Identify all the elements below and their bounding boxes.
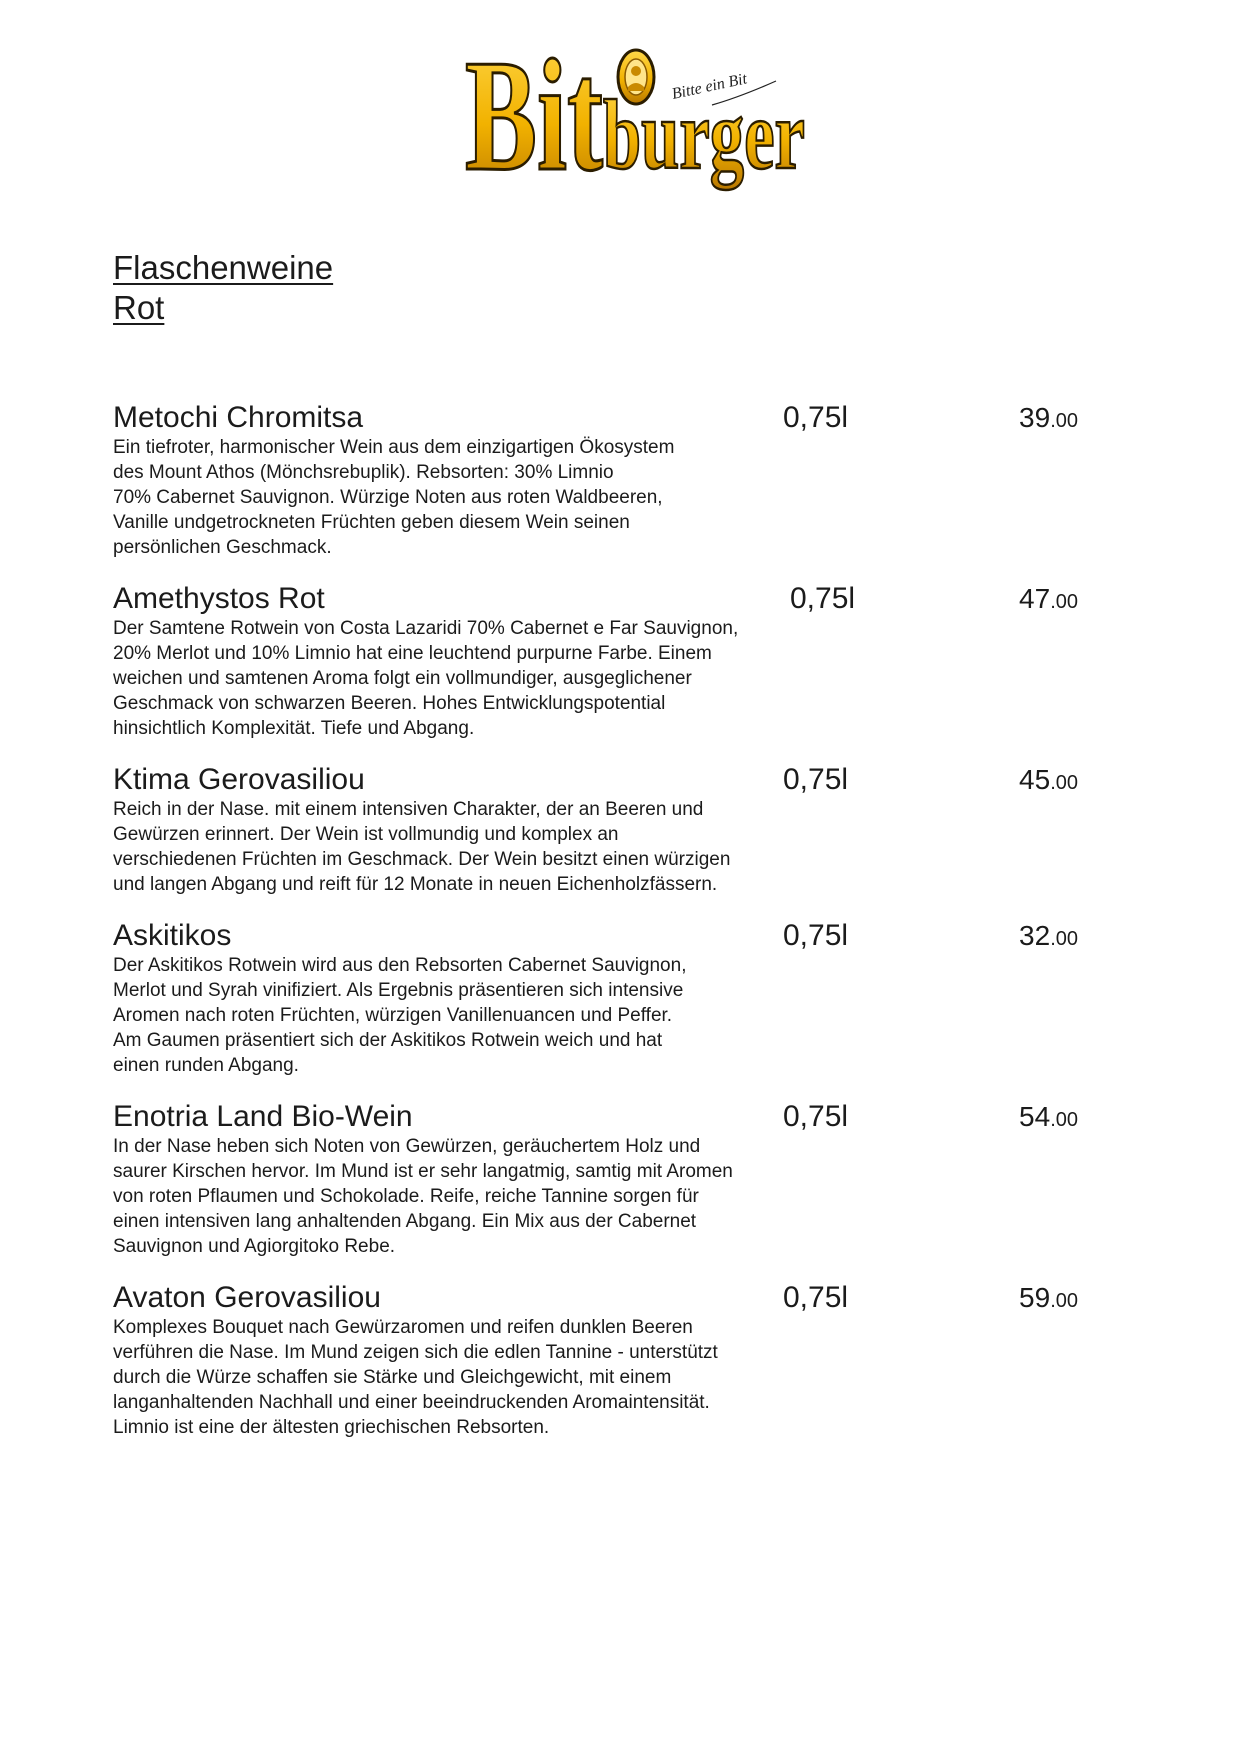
price-fraction: .00 — [1050, 1290, 1078, 1312]
wine-volume: 0,75l — [783, 1100, 849, 1133]
price-whole: 59 — [1019, 1282, 1051, 1313]
description-line: 70% Cabernet Sauvignon. Würzige Noten aus roten Waldbeeren, — [113, 487, 663, 508]
price-whole: 32 — [1019, 920, 1051, 951]
wine-name: Enotria Land Bio-Wein — [113, 1100, 413, 1133]
bitburger-logo — [440, 35, 820, 200]
wine-name: Avaton Gerovasiliou — [113, 1281, 381, 1314]
wine-name: Ktima Gerovasiliou — [113, 763, 365, 796]
wine-price — [1019, 919, 1078, 958]
description-line: langanhaltenden Nachhall und einer beeindruckenden Aromaintensität. — [113, 1392, 710, 1413]
description-line: 20% Merlot und 10% Limnio hat eine leuchtend purpurne Farbe. Einem — [113, 643, 712, 664]
description-line: saurer Kirschen hervor. Im Mund ist er sehr langatmig, samtig mit Aromen — [113, 1161, 733, 1182]
description-line: Der Samtene Rotwein von Costa Lazaridi 70% Cabernet e Far Sauvignon, — [113, 618, 739, 639]
wine-volume: 0,75l — [783, 401, 849, 434]
logo-text-burger: burger — [603, 79, 805, 190]
price-fraction: .00 — [1050, 928, 1078, 950]
wine-price — [1019, 1281, 1078, 1320]
description-line: Sauvignon und Agiorgitoko Rebe. — [113, 1236, 396, 1257]
description-line: von roten Pflaumen und Schokolade. Reife, reiche Tannine sorgen für — [113, 1186, 699, 1207]
wine-volume: 0,75l — [790, 582, 856, 615]
wine-volume: 0,75l — [783, 919, 849, 952]
description-line: des Mount Athos (Mönchsrebuplik). Rebsorten: 30% Limnio — [113, 462, 614, 483]
description-line: Gewürzen erinnert. Der Wein ist vollmundig und komplex an — [113, 824, 619, 845]
description-line: Vanille undgetrockneten Früchten geben diesem Wein seinen — [113, 512, 630, 533]
wine-price — [1019, 582, 1078, 621]
logo-slogan: Bitte ein Bit — [670, 70, 749, 103]
wine-list — [113, 401, 1078, 1462]
description-line: Komplexes Bouquet nach Gewürzaromen und reifen dunklen Beeren — [113, 1317, 693, 1338]
section-title: Flaschenweine — [113, 249, 334, 286]
wine-price — [1019, 763, 1078, 802]
description-line: einen intensiven lang anhaltenden Abgang. Ein Mix aus der Cabernet — [113, 1211, 697, 1232]
wine-entry — [113, 401, 1078, 560]
price-fraction: .00 — [1050, 410, 1078, 432]
description-line: Merlot und Syrah vinifiziert. Als Ergebnis präsentieren sich intensive — [113, 980, 684, 1001]
price-whole: 39 — [1019, 402, 1051, 433]
wine-entry — [113, 1100, 1078, 1259]
wine-price — [1019, 1100, 1078, 1139]
menu-heading — [113, 248, 333, 328]
description-line: persönlichen Geschmack. — [113, 537, 332, 558]
description-line: Ein tiefroter, harmonischer Wein aus dem einzigartigen Ökosystem — [113, 437, 675, 458]
description-line: Limnio ist eine der ältesten griechischen Rebsorten. — [113, 1417, 550, 1438]
description-line: Aromen nach roten Früchten, würzigen Vanillenuancen und Peffer. — [113, 1005, 673, 1026]
description-line: durch die Würze schaffen sie Stärke und Gleichgewicht, mit einem — [113, 1367, 672, 1388]
section-subtitle: Rot — [113, 289, 165, 326]
wine-name: Metochi Chromitsa — [113, 401, 364, 434]
wine-entry — [113, 1281, 1078, 1440]
wine-entry — [113, 919, 1078, 1078]
description-line: verschiedenen Früchten im Geschmack. Der Wein besitzt einen würzigen — [113, 849, 731, 870]
description-line: Am Gaumen präsentiert sich der Askitikos Rotwein weich und hat — [113, 1030, 663, 1051]
wine-volume: 0,75l — [783, 1281, 849, 1314]
description-line: und langen Abgang und reift für 12 Monate in neuen Eichenholzfässern. — [113, 874, 718, 895]
price-fraction: .00 — [1050, 591, 1078, 613]
price-whole: 45 — [1019, 764, 1051, 795]
description-line: verführen die Nase. Im Mund zeigen sich die edlen Tannine - unterstützt — [113, 1342, 718, 1363]
description-line: weichen und samtenen Aroma folgt ein vollmundiger, ausgeglichener — [113, 668, 692, 689]
price-whole: 47 — [1019, 583, 1051, 614]
description-line: hinsichtlich Komplexität. Tiefe und Abgang. — [113, 718, 475, 739]
price-fraction: .00 — [1050, 772, 1078, 794]
logo-text-bit: Bit — [465, 35, 603, 200]
description-line: Der Askitikos Rotwein wird aus den Rebsorten Cabernet Sauvignon, — [113, 955, 687, 976]
wine-name: Askitikos — [113, 919, 232, 952]
description-line: In der Nase heben sich Noten von Gewürzen, geräuchertem Holz und — [113, 1136, 701, 1157]
description-line: Reich in der Nase. mit einem intensiven Charakter, der an Beeren und — [113, 799, 704, 820]
description-line: einen runden Abgang. — [113, 1055, 299, 1076]
price-whole: 54 — [1019, 1101, 1051, 1132]
wine-name: Amethystos Rot — [113, 582, 325, 615]
wine-entry — [113, 582, 1078, 741]
price-fraction: .00 — [1050, 1109, 1078, 1131]
wine-volume: 0,75l — [783, 763, 849, 796]
wine-entry — [113, 763, 1078, 897]
wine-price — [1019, 401, 1078, 440]
description-line: Geschmack von schwarzen Beeren. Hohes Entwicklungspotential — [113, 693, 666, 714]
